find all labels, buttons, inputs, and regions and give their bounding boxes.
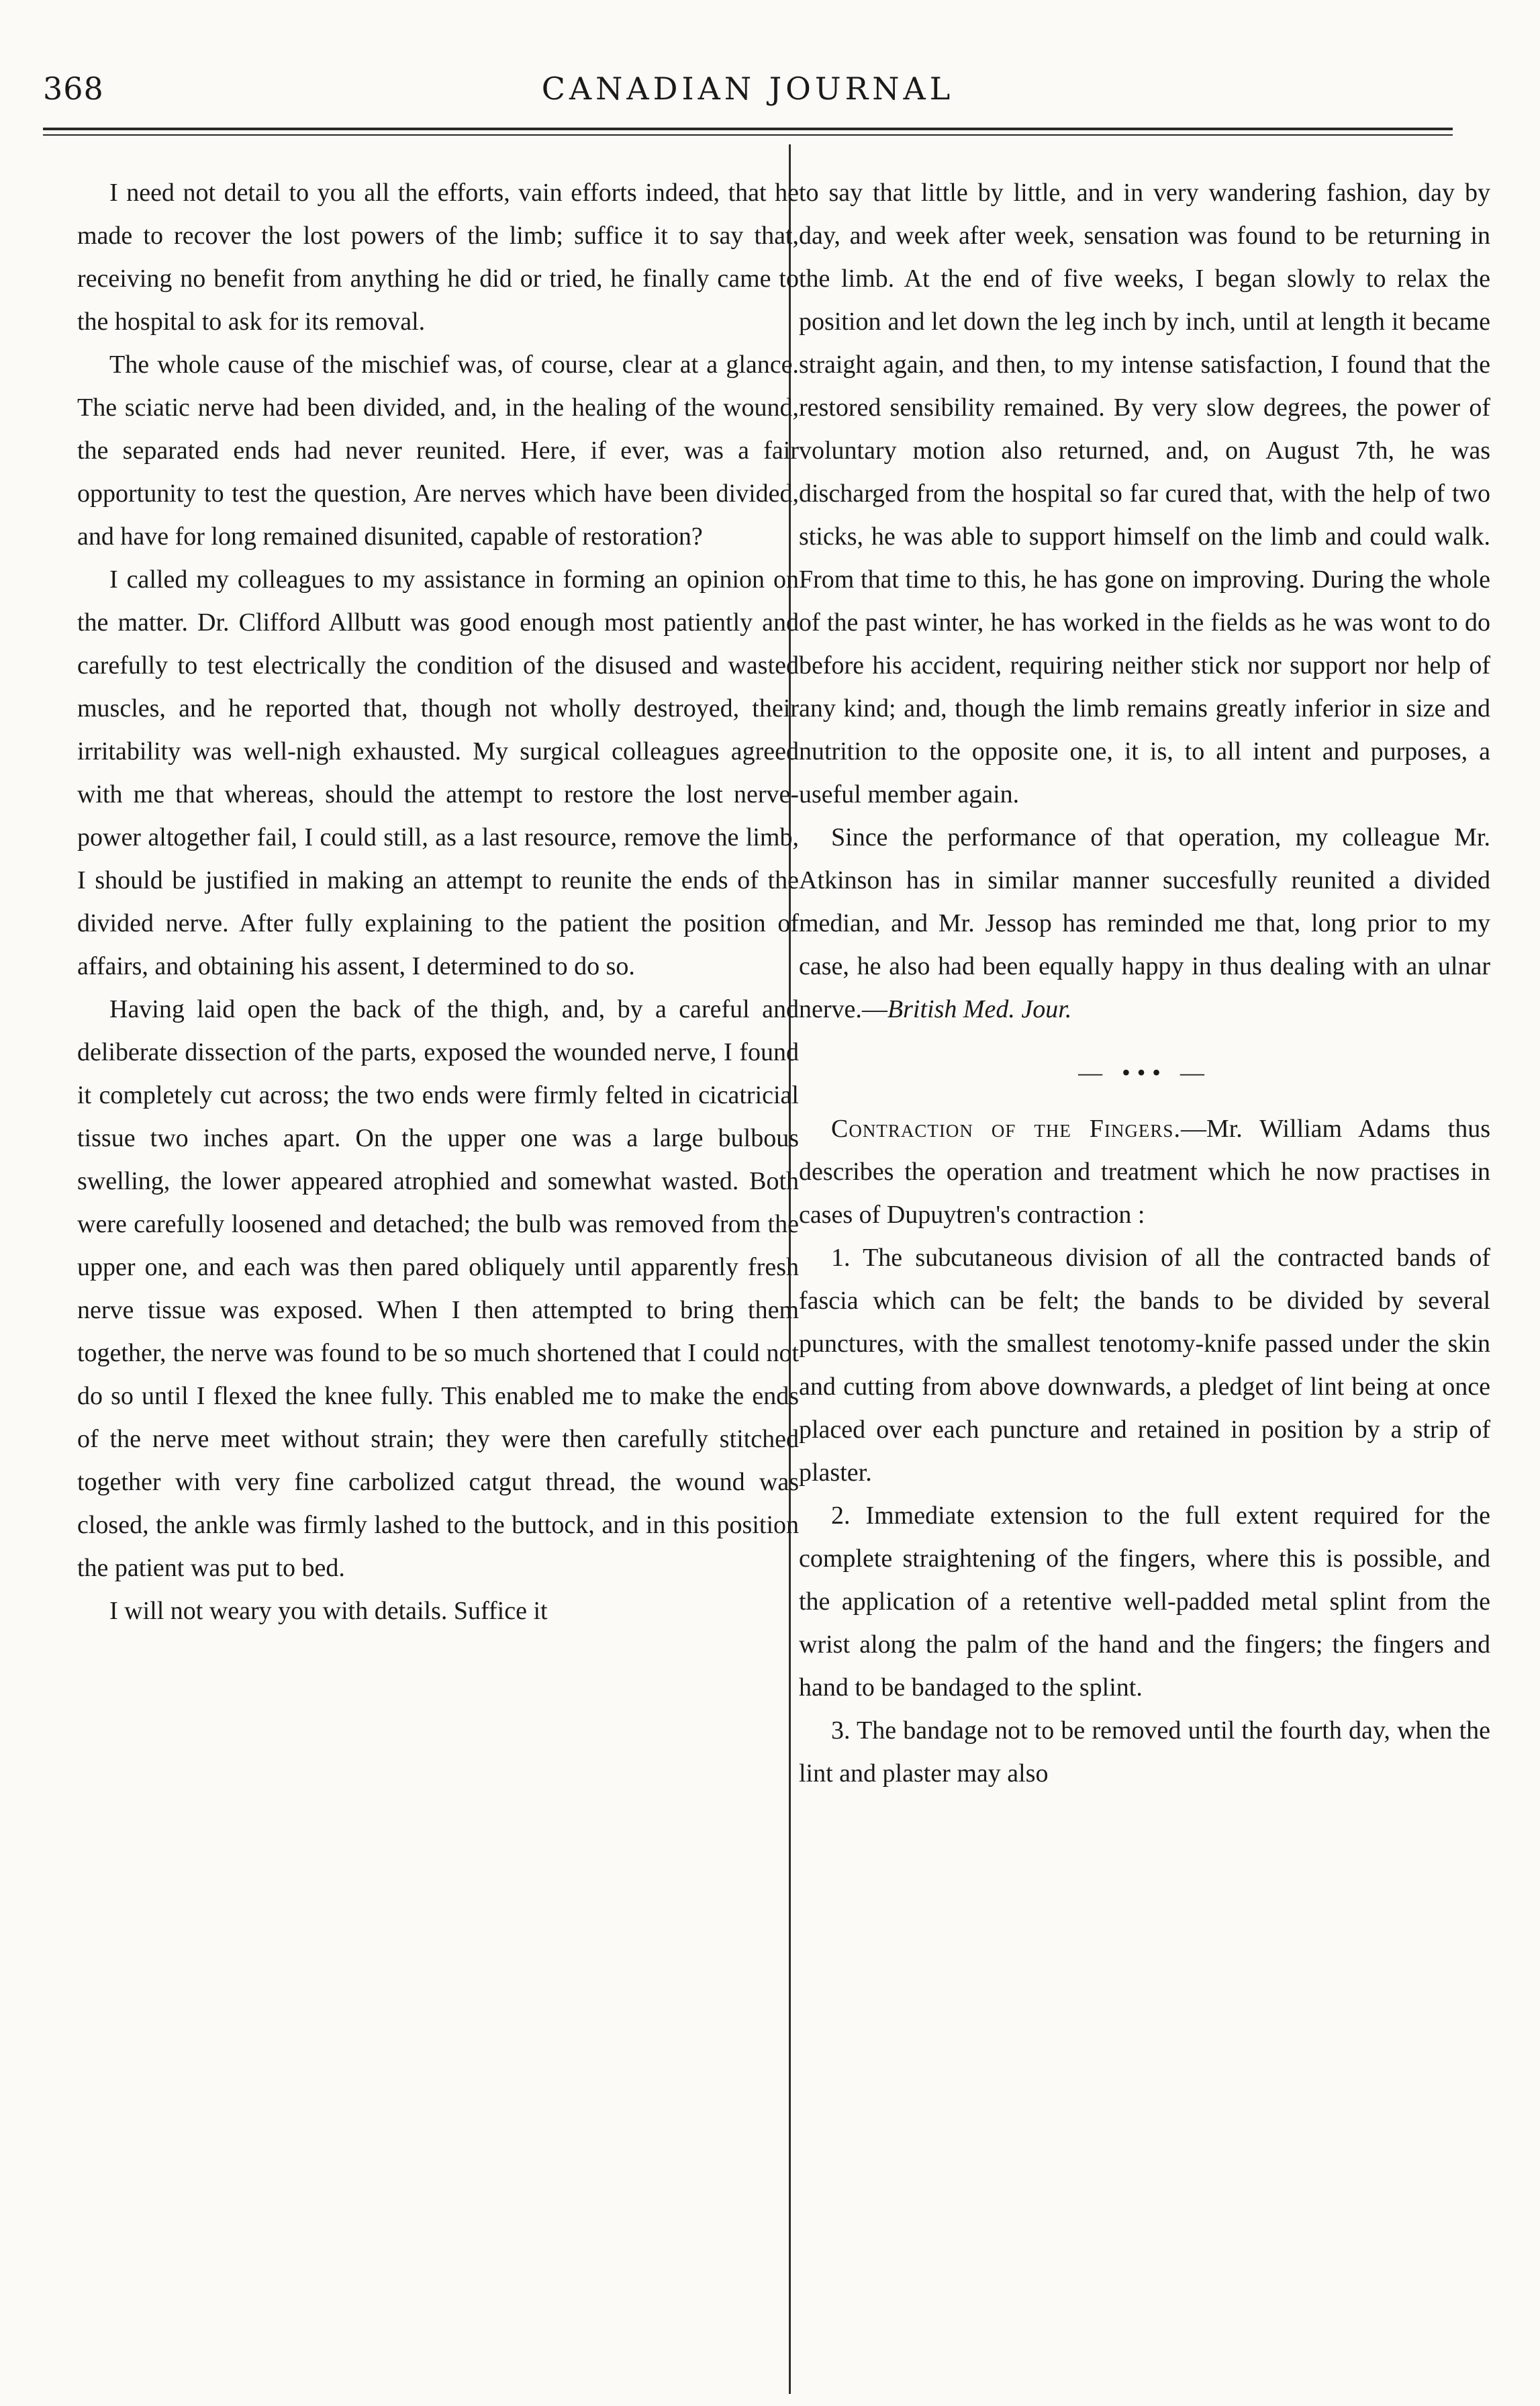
source-citation: British Med. Jour.: [887, 995, 1072, 1023]
header-rule-thick: [43, 128, 1453, 130]
header-rule-thin: [43, 134, 1453, 136]
page-number: 368: [43, 71, 104, 107]
paragraph: I called my colleagues to my assistance in forming an opinion on the matter. Dr. Clifford Allbutt was good enough most patiently and carefully to test electrically the condition of the disused and wasted muscles, and he reported that, though not wholly destroyed, their irritability was well-nigh exhausted. My surgical colleagues agreed with me that whereas, should the attempt to restore the lost nerve-power altogether fail, I could still, as a last resource, remove the limb, I should be justified in making an attempt to reunite the ends of the divided nerve. After fully explaining to the patient the position of affairs, and obtaining his assent, I determined to do so.: [77, 565, 799, 980]
paragraph: I will not weary you with details. Suffice it: [109, 1597, 548, 1625]
numbered-item: 3. The bandage not to be removed until the fourth day, when the lint and plaster may also: [799, 1716, 1490, 1788]
closing-text: Since the performance of that operation, my colleague Mr. Atkinson has in similar manner succesfully reunited a divided median, and Mr. Jessop has reminded me that, long prior to my case, he also had been equally happy in thus dealing with an ulnar nerve.—: [799, 823, 1490, 1023]
numbered-item: 2. Immediate extension to the full extent required for the complete straightening of the fingers, where this is possible, and the application of a retentive well-padded metal splint from the wrist along the palm of the hand and the fingers; the fingers and hand to be bandaged to the splint.: [799, 1501, 1490, 1702]
paragraph: I need not detail to you all the efforts, vain efforts indeed, that he made to recover the lost powers of the limb; suffice it to say that, receiving no benefit from anything he did or tried, he finally came to the hospital to ask for its removal.: [77, 179, 799, 336]
closing-paragraph: [799, 816, 1490, 1031]
article-intro-paragraph: [799, 1107, 1490, 1236]
continued-paragraph: to say that little by little, and in very wandering fashion, day by day, and week after week, sensation was found to be returning in the limb. At the end of five weeks, I began slowly to relax the position and let down the leg inch by inch, until at length it became straight again, and then, to my intense satisfaction, I found that the restored sensibility remained. By very slow degrees, the power of voluntary motion also returned, and, on August 7th, he was discharged from the hospital so far cured that, with the help of two sticks, he was able to support himself on the limb and could walk. From that time to this, he has gone on improving. During the whole of the past winter, he has worked in the fields as he was wont to do before his accident, requiring neither stick nor support nor help of any kind; and, though the limb remains greatly inferior in size and nutrition to the opposite one, it is, to all intent and purposes, a useful member again.: [799, 179, 1490, 808]
left-column: [77, 171, 799, 1632]
paragraph: The whole cause of the mischief was, of course, clear at a glance. The sciatic nerve had been divided, and, in the healing of the wound, the separated ends had never reunited. Here, if ever, was a fair opportunity to test the question, Are nerves which have been divided, and have for long remained disunited, capable of restoration?: [77, 351, 799, 551]
article-heading: Contraction of the Fingers.: [831, 1115, 1181, 1143]
article-intro: —Mr. William Adams thus describes the operation and treatment which he now practises in cases of Dupuytren's contraction :: [799, 1115, 1490, 1229]
running-title: CANADIAN JOURNAL: [541, 71, 955, 107]
section-separator: — ••• —: [1078, 1059, 1211, 1086]
page-header: [43, 71, 1453, 124]
paragraph: Having laid open the back of the thigh, and, by a careful and deliberate dissection of the parts, exposed the wounded nerve, I found it completely cut across; the two ends were firmly felted in cicatricial tissue two inches apart. On the upper one was a large bulbous swelling, the lower appeared atrophied and somewhat wasted. Both were carefully loosened and detached; the bulb was removed from the upper one, and each was then pared obliquely until apparently fresh nerve tissue was exposed. When I then attempted to bring them together, the nerve was found to be so much shortened that I could not do so until I flexed the knee fully. This enabled me to make the ends of the nerve meet without strain; they were then carefully stitched together with very fine carbolized catgut thread, the wound was closed, the ankle was firmly lashed to the buttock, and in this position the patient was put to bed.: [77, 995, 799, 1582]
right-column: [799, 171, 1490, 1795]
numbered-item: 1. The subcutaneous division of all the contracted bands of fascia which can be felt; the bands to be divided by several punctures, with the smallest tenotomy-knife passed under the skin and cutting from above downwards, a pledget of lint being at once placed over each puncture and retained in position by a strip of plaster.: [799, 1244, 1490, 1487]
